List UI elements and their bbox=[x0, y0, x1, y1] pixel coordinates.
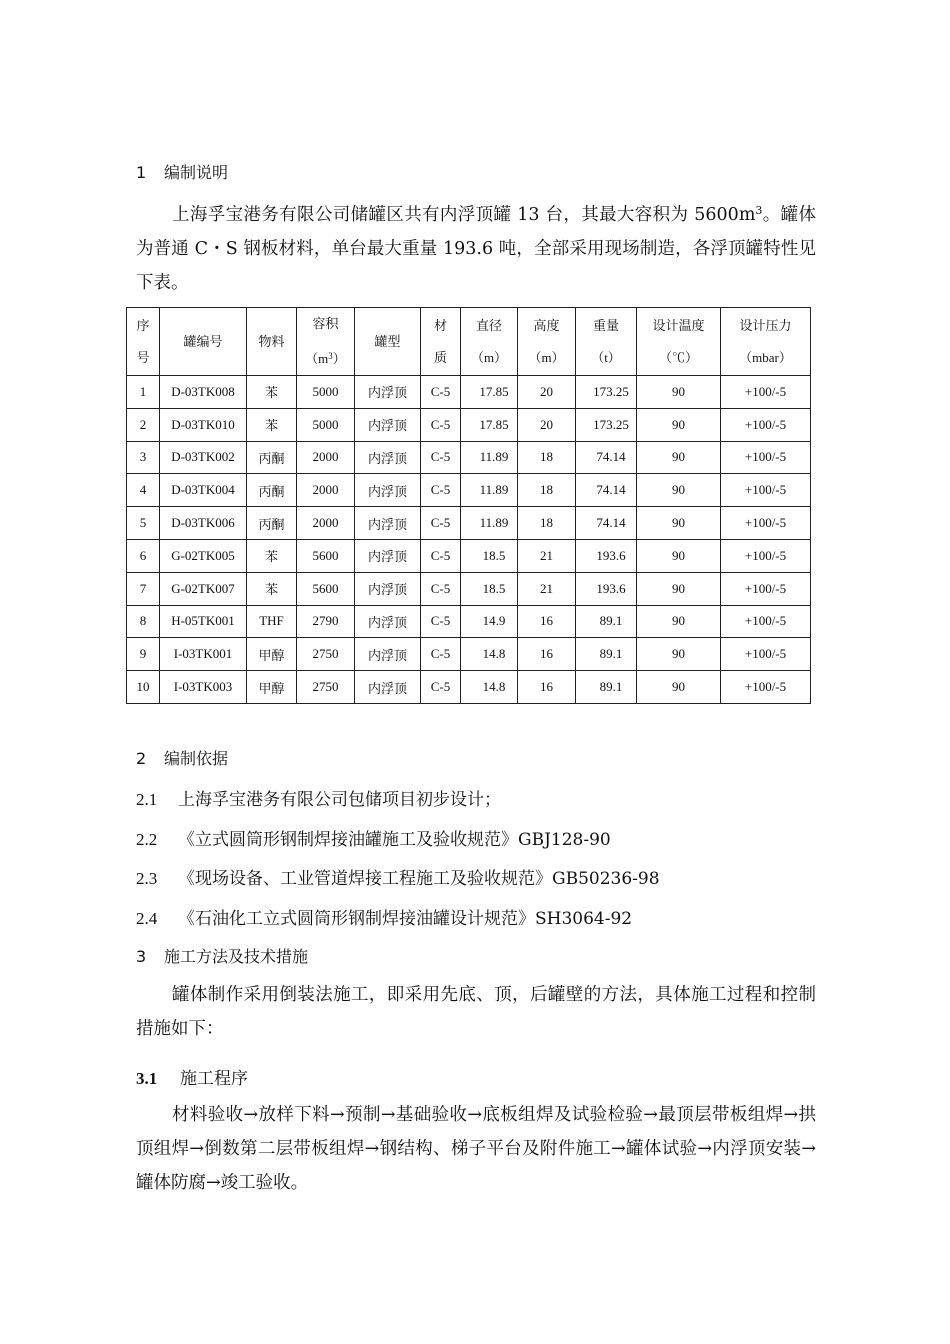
table-row bbox=[127, 441, 811, 474]
cell-tank-type: 内浮顶 bbox=[355, 474, 421, 507]
cell-material: 丙酮 bbox=[247, 474, 297, 507]
cell-tank-no: I-03TK003 bbox=[160, 671, 247, 704]
table-row bbox=[127, 408, 811, 441]
cell-design-temp: 90 bbox=[637, 441, 721, 474]
cell-height: 18 bbox=[518, 507, 576, 540]
table-row bbox=[127, 638, 811, 671]
cell-seq: 10 bbox=[127, 671, 160, 704]
cell-volume: 2000 bbox=[297, 507, 355, 540]
cell-diameter: 11.89 bbox=[461, 474, 518, 507]
cell-tank-type: 内浮顶 bbox=[355, 441, 421, 474]
section-3-heading bbox=[136, 944, 308, 967]
cell-seq: 9 bbox=[127, 638, 160, 671]
cell-tank-no: G-02TK005 bbox=[160, 539, 247, 572]
table-row bbox=[127, 376, 811, 409]
header-tank-type: 罐型 bbox=[355, 308, 421, 376]
cell-tank-type: 内浮顶 bbox=[355, 638, 421, 671]
cell-design-temp: 90 bbox=[637, 376, 721, 409]
cell-seq: 6 bbox=[127, 539, 160, 572]
cell-diameter: 17.85 bbox=[461, 376, 518, 409]
cell-weight: 193.6 bbox=[576, 572, 637, 605]
header-steel-line2: 质 bbox=[433, 349, 447, 365]
table-row bbox=[127, 539, 811, 572]
cell-volume: 5600 bbox=[297, 572, 355, 605]
header-seq bbox=[127, 308, 160, 376]
cell-volume: 2750 bbox=[297, 638, 355, 671]
header-seq-line1: 序 bbox=[136, 317, 150, 333]
cell-steel: C-5 bbox=[421, 474, 461, 507]
header-tank-no: 罐编号 bbox=[160, 308, 247, 376]
header-diameter-line2: （m） bbox=[470, 349, 508, 365]
cell-diameter: 14.8 bbox=[461, 638, 518, 671]
cell-design-pressure: +100/-5 bbox=[721, 474, 811, 507]
section-1-heading bbox=[136, 160, 228, 183]
header-diameter-line1: 直径 bbox=[475, 317, 502, 333]
table-row bbox=[127, 507, 811, 540]
cell-diameter: 11.89 bbox=[461, 507, 518, 540]
cell-weight: 89.1 bbox=[576, 605, 637, 638]
cell-tank-type: 内浮顶 bbox=[355, 408, 421, 441]
section-2-heading bbox=[136, 746, 228, 769]
cell-diameter: 14.9 bbox=[461, 605, 518, 638]
cell-design-pressure: +100/-5 bbox=[721, 638, 811, 671]
volume-unit-post: ） bbox=[332, 351, 346, 366]
reference-item bbox=[136, 785, 501, 810]
cell-diameter: 14.8 bbox=[461, 671, 518, 704]
cell-tank-no: D-03TK010 bbox=[160, 408, 247, 441]
cell-design-temp: 90 bbox=[637, 671, 721, 704]
cell-design-temp: 90 bbox=[637, 638, 721, 671]
table-header-row bbox=[127, 308, 811, 376]
cell-design-temp: 90 bbox=[637, 408, 721, 441]
cell-tank-no: G-02TK007 bbox=[160, 572, 247, 605]
cell-tank-no: H-05TK001 bbox=[160, 605, 247, 638]
cell-steel: C-5 bbox=[421, 572, 461, 605]
table-row bbox=[127, 572, 811, 605]
cell-material: 丙酮 bbox=[247, 441, 297, 474]
table-row bbox=[127, 605, 811, 638]
cell-diameter: 17.85 bbox=[461, 408, 518, 441]
header-height bbox=[518, 308, 576, 376]
cell-volume: 2000 bbox=[297, 474, 355, 507]
cell-weight: 74.14 bbox=[576, 441, 637, 474]
cell-tank-type: 内浮顶 bbox=[355, 507, 421, 540]
table-row bbox=[127, 474, 811, 507]
cell-volume: 2000 bbox=[297, 441, 355, 474]
header-steel-line1: 材 bbox=[433, 317, 447, 333]
header-design-temp bbox=[637, 308, 721, 376]
cell-design-pressure: +100/-5 bbox=[721, 605, 811, 638]
section-3-number: 3 bbox=[136, 947, 147, 966]
section-1-title: 编制说明 bbox=[164, 163, 229, 182]
cell-material: 苯 bbox=[247, 572, 297, 605]
cell-design-temp: 90 bbox=[637, 605, 721, 638]
section-1-number: 1 bbox=[136, 163, 147, 182]
section-2-title: 编制依据 bbox=[164, 749, 229, 768]
cell-seq: 4 bbox=[127, 474, 160, 507]
cell-tank-no: D-03TK008 bbox=[160, 376, 247, 409]
cell-height: 16 bbox=[518, 671, 576, 704]
reference-number: 2.1 bbox=[136, 790, 158, 809]
header-temp-line2: （℃） bbox=[658, 349, 698, 365]
cell-tank-no: D-03TK004 bbox=[160, 474, 247, 507]
reference-item bbox=[136, 864, 660, 889]
cell-tank-type: 内浮顶 bbox=[355, 376, 421, 409]
cell-height: 18 bbox=[518, 441, 576, 474]
header-volume-unit bbox=[297, 340, 354, 375]
cell-design-temp: 90 bbox=[637, 539, 721, 572]
cell-height: 21 bbox=[518, 572, 576, 605]
cell-height: 20 bbox=[518, 376, 576, 409]
cell-tank-no: D-03TK006 bbox=[160, 507, 247, 540]
volume-unit-pre: （m bbox=[305, 351, 329, 366]
header-height-line2: （m） bbox=[528, 349, 565, 365]
cell-weight: 74.14 bbox=[576, 507, 637, 540]
cell-weight: 89.1 bbox=[576, 671, 637, 704]
header-pressure-line1: 设计压力 bbox=[739, 317, 792, 333]
reference-text: 《现场设备、工业管道焊接工程施工及验收规范》GB50236-98 bbox=[178, 869, 660, 889]
header-weight-line2: （t） bbox=[591, 349, 621, 365]
reference-number: 2.4 bbox=[136, 909, 158, 928]
reference-item bbox=[136, 904, 632, 929]
cell-material: 苯 bbox=[247, 408, 297, 441]
cell-design-temp: 90 bbox=[637, 474, 721, 507]
subsection-3-1-paragraph: 材料验收→放样下料→预制→基础验收→底板组焊及试验检验→最顶层带板组焊→拱顶组焊→倒数第二层带板组焊→钢结构、梯子平台及附件施工→罐体试验→内浮顶安装→罐体防腐→竣工验收。 bbox=[136, 1105, 816, 1193]
cell-material: 甲醇 bbox=[247, 638, 297, 671]
header-volume-line1: 容积 bbox=[312, 316, 339, 331]
cell-seq: 2 bbox=[127, 408, 160, 441]
tank-spec-table bbox=[126, 307, 811, 704]
cell-weight: 74.14 bbox=[576, 474, 637, 507]
cell-material: 苯 bbox=[247, 539, 297, 572]
header-diameter bbox=[461, 308, 518, 376]
cell-steel: C-5 bbox=[421, 671, 461, 704]
cell-volume: 5600 bbox=[297, 539, 355, 572]
section-1-text-b: 。罐体为普通 C・S 钢板材料，单台最大重量 193.6 吨，全部采用现场制造，各浮顶罐特性见下表。 bbox=[136, 205, 817, 293]
cell-material: 甲醇 bbox=[247, 671, 297, 704]
cell-height: 21 bbox=[518, 539, 576, 572]
reference-text: 《立式圆筒形钢制焊接油罐施工及验收规范》GBJ128-90 bbox=[178, 830, 611, 850]
cell-steel: C-5 bbox=[421, 539, 461, 572]
cell-steel: C-5 bbox=[421, 376, 461, 409]
cell-diameter: 18.5 bbox=[461, 539, 518, 572]
cell-height: 18 bbox=[518, 474, 576, 507]
cell-height: 16 bbox=[518, 638, 576, 671]
section-1-text-a: 上海孚宝港务有限公司储罐区共有内浮顶罐 13 台，其最大容积为 5600m bbox=[172, 205, 756, 225]
cell-design-pressure: +100/-5 bbox=[721, 572, 811, 605]
section-3-title: 施工方法及技术措施 bbox=[164, 947, 309, 966]
cell-tank-no: D-03TK002 bbox=[160, 441, 247, 474]
cell-design-pressure: +100/-5 bbox=[721, 408, 811, 441]
cell-tank-type: 内浮顶 bbox=[355, 539, 421, 572]
cell-design-pressure: +100/-5 bbox=[721, 376, 811, 409]
cell-volume: 2750 bbox=[297, 671, 355, 704]
cell-weight: 193.6 bbox=[576, 539, 637, 572]
cell-material: 丙酮 bbox=[247, 507, 297, 540]
cell-design-temp: 90 bbox=[637, 572, 721, 605]
header-temp-line1: 设计温度 bbox=[652, 317, 705, 333]
section-3-paragraph: 罐体制作采用倒装法施工，即采用先底、顶，后罐壁的方法，具体施工过程和控制措施如下： bbox=[136, 985, 816, 1039]
tank-spec-body bbox=[127, 376, 811, 704]
subsection-title: 施工程序 bbox=[180, 1069, 248, 1089]
cell-height: 20 bbox=[518, 408, 576, 441]
header-weight-line1: 重量 bbox=[592, 317, 619, 333]
reference-item bbox=[136, 825, 611, 850]
cell-material: 苯 bbox=[247, 376, 297, 409]
cell-steel: C-5 bbox=[421, 605, 461, 638]
cell-design-temp: 90 bbox=[637, 507, 721, 540]
table-row bbox=[127, 671, 811, 704]
cell-seq: 5 bbox=[127, 507, 160, 540]
cell-tank-no: I-03TK001 bbox=[160, 638, 247, 671]
header-weight bbox=[576, 308, 637, 376]
cell-weight: 89.1 bbox=[576, 638, 637, 671]
cell-steel: C-5 bbox=[421, 638, 461, 671]
cell-tank-type: 内浮顶 bbox=[355, 671, 421, 704]
cell-weight: 173.25 bbox=[576, 376, 637, 409]
reference-number: 2.3 bbox=[136, 869, 158, 888]
reference-text: 《石油化工立式圆筒形钢制焊接油罐设计规范》SH3064-92 bbox=[178, 909, 633, 929]
cell-seq: 3 bbox=[127, 441, 160, 474]
cell-height: 16 bbox=[518, 605, 576, 638]
cell-steel: C-5 bbox=[421, 507, 461, 540]
reference-text: 上海孚宝港务有限公司包储项目初步设计； bbox=[178, 790, 501, 810]
header-seq-line2: 号 bbox=[136, 349, 150, 365]
cell-diameter: 18.5 bbox=[461, 572, 518, 605]
cell-steel: C-5 bbox=[421, 441, 461, 474]
volume-unit-sup: 3 bbox=[328, 351, 333, 361]
cell-tank-type: 内浮顶 bbox=[355, 572, 421, 605]
cell-volume: 2790 bbox=[297, 605, 355, 638]
cell-seq: 8 bbox=[127, 605, 160, 638]
cell-design-pressure: +100/-5 bbox=[721, 441, 811, 474]
cell-volume: 5000 bbox=[297, 408, 355, 441]
cell-design-pressure: +100/-5 bbox=[721, 507, 811, 540]
superscript-3: 3 bbox=[755, 204, 763, 217]
reference-number: 2.2 bbox=[136, 830, 158, 849]
subsection-number: 3.1 bbox=[136, 1069, 158, 1088]
header-pressure-line2: （mbar） bbox=[739, 349, 792, 365]
header-height-line1: 高度 bbox=[533, 317, 560, 333]
cell-material: THF bbox=[247, 605, 297, 638]
header-steel bbox=[421, 308, 461, 376]
cell-weight: 173.25 bbox=[576, 408, 637, 441]
header-volume bbox=[297, 308, 355, 376]
cell-steel: C-5 bbox=[421, 408, 461, 441]
header-material: 物料 bbox=[247, 308, 297, 376]
cell-design-pressure: +100/-5 bbox=[721, 671, 811, 704]
cell-design-pressure: +100/-5 bbox=[721, 539, 811, 572]
section-1-paragraph bbox=[136, 194, 816, 300]
cell-volume: 5000 bbox=[297, 376, 355, 409]
cell-diameter: 11.89 bbox=[461, 441, 518, 474]
header-design-pressure bbox=[721, 308, 811, 376]
subsection-3-1-heading bbox=[136, 1064, 248, 1089]
cell-seq: 7 bbox=[127, 572, 160, 605]
cell-seq: 1 bbox=[127, 376, 160, 409]
section-2-number: 2 bbox=[136, 749, 147, 768]
cell-tank-type: 内浮顶 bbox=[355, 605, 421, 638]
